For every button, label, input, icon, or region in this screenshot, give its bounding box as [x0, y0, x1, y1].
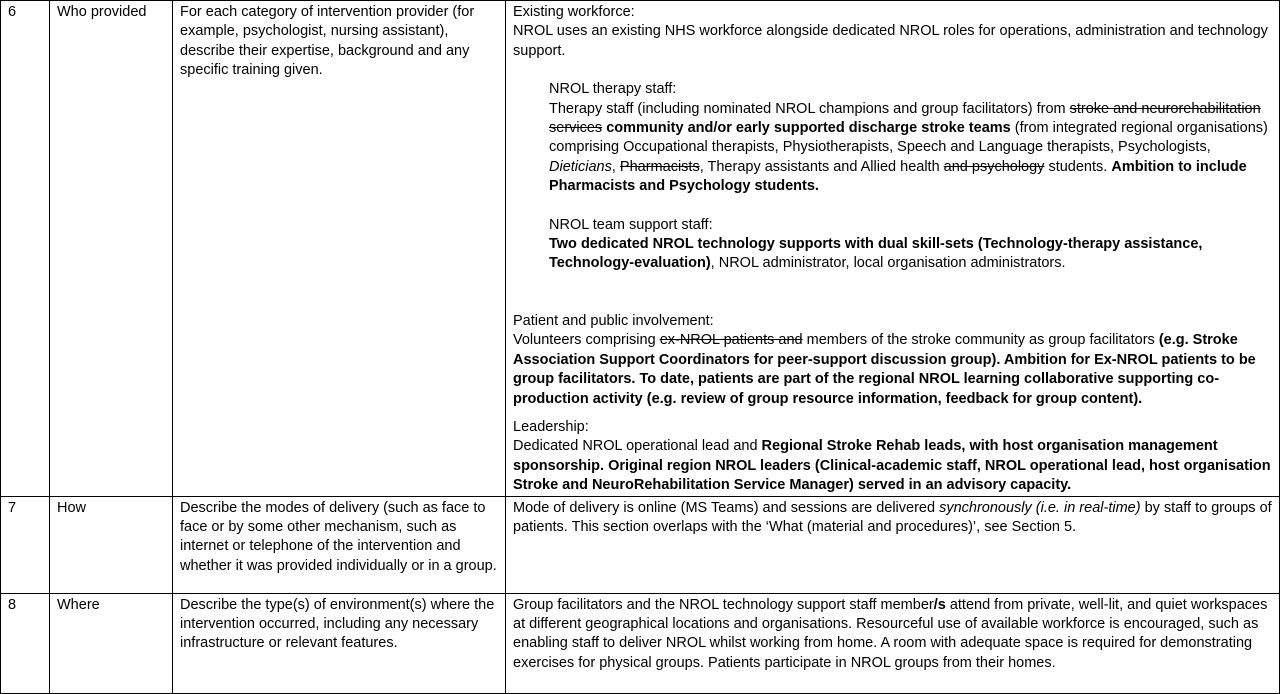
item-name-cell: Who provided	[50, 1, 173, 497]
added-text: /s	[933, 596, 946, 613]
team-support-text: Two dedicated NROL technology supports with dual skill-sets (Technology-therapy assistance, Technology-evaluation), NROL administrator, local organisation administrators.	[549, 236, 1203, 272]
ppi-text: Volunteers comprising ex-NROL patients and members of the stroke community as group facilitators (e.g. Stroke Association Support Coordinators for peer-support discussion group). Ambition for Ex-NROL patients to be group facilitators. To date, patients are part of the regional NROL learning collaborative supporting co-production activity (e.g. review of group resource information, feedback for group content).	[513, 332, 1256, 407]
table-row-where	[1, 593, 1280, 693]
item-number-cell: 8	[1, 593, 50, 693]
existing-workforce-heading: Existing workforce:	[513, 4, 635, 20]
therapy-staff-section	[549, 80, 1272, 274]
item-name-cell: Where	[50, 593, 173, 693]
deleted-text: stroke and neurorehabilitation services	[549, 100, 1261, 137]
item-description-cell: Describe the modes of delivery (such as face to face or by some other mechanism, such as internet or telephone of the intervention and whether it was provided individually or in a group.	[173, 496, 506, 593]
therapy-staff-text: Therapy staff (including nominated NROL champions and group facilitators) from stroke and neurorehabilitation services community and/or early supported discharge stroke teams (from integrated regional organisations) comprising Occupational therapists, Physiotherapists, Speech and Language therapists, Psychologists, Dieticians, Pharmacists, Therapy assistants and Allied health and psychology students. Ambition to include Pharmacists and Psychology students.	[549, 100, 1268, 195]
existing-workforce-text: NROL uses an existing NHS workforce alongside dedicated NROL roles for operations, administration and technology support.	[513, 23, 1268, 59]
team-support-heading: NROL team support staff:	[549, 216, 713, 233]
item-details-cell	[506, 1, 1280, 497]
added-text: community and/or early supported discharge stroke teams	[606, 120, 1011, 137]
where-text: Group facilitators and the NROL technology support staff member/s attend from private, well-lit, and quiet workspaces at different geographical locations and organisations. Resourceful use of available workforce is encouraged, such as enabling staff to deliver NROL whilst working from home. A room with adequate space is required for demonstrating exercises for physical groups. Patients participate in NROL groups from their homes.	[513, 596, 1268, 671]
added-text: Ambition to include Pharmacists and Psychology students.	[549, 158, 1247, 195]
ppi-heading: Patient and public involvement:	[513, 312, 714, 329]
deleted-text: Pharmacists	[619, 158, 700, 175]
table-row-how	[1, 496, 1280, 593]
item-number-cell: 7	[1, 496, 50, 593]
item-description-cell: For each category of intervention provider (for example, psychologist, nursing assistant), describe their expertise, background and any specific training given.	[173, 1, 506, 497]
table-row-who-provided	[1, 1, 1280, 497]
item-details-cell	[506, 496, 1280, 593]
item-details-cell	[506, 593, 1280, 693]
deleted-text: and psychology	[943, 158, 1045, 175]
item-name-cell: How	[50, 496, 173, 593]
leadership-text: Dedicated NROL operational lead and Regional Stroke Rehab leads, with host organisation management sponsorship. Original region NROL leaders (Clinical-academic staff, NROL operational lead, host organisation Stroke and NeuroRehabilitation Service Manager) served in an advisory capacity.	[513, 438, 1271, 494]
added-text: (e.g. Stroke Association Support Coordinators for peer-support discussion group). Ambition for Ex-NROL patients to be group facilitators. To date, patients are part of the regional NROL learning collaborative supporting co-production activity (e.g. review of group resource information, feedback for group content).	[513, 332, 1256, 407]
leadership-heading: Leadership:	[513, 418, 589, 435]
deleted-text: ex-NROL patients and	[659, 332, 803, 349]
added-text: Regional Stroke Rehab leads, with host organisation management sponsorship. Original region NROL leaders (Clinical-academic staff, NROL operational lead, host organisation Stroke and NeuroRehabilitation Service Manager) served in an advisory capacity.	[513, 438, 1271, 494]
how-text: Mode of delivery is online (MS Teams) and sessions are delivered synchronously (i.e. in real-time) by staff to groups of patients. This section overlaps with the ‘What (material and procedures)’, see Section 5.	[513, 499, 1272, 535]
item-description-cell: Describe the type(s) of environment(s) where the intervention occurred, including any necessary infrastructure or relevant features.	[173, 593, 506, 693]
therapy-staff-heading: NROL therapy staff:	[549, 81, 677, 98]
added-text: Two dedicated NROL technology supports with dual skill-sets (Technology-therapy assistance, Technology-evaluation)	[549, 236, 1203, 272]
item-number-cell: 6	[1, 1, 50, 497]
